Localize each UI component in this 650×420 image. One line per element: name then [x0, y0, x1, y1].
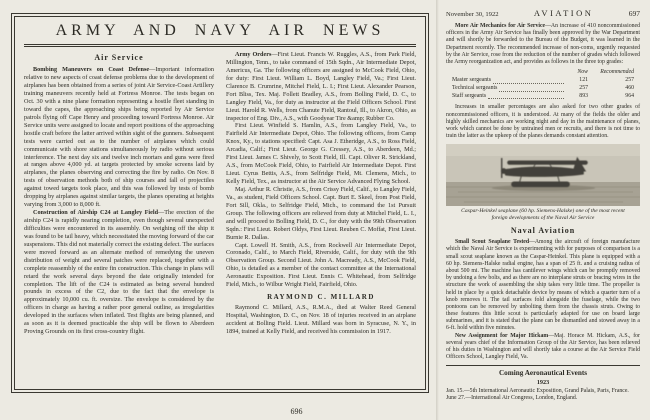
table-cell-label: Staff sergeants [452, 92, 487, 99]
journal-name: AVIATION [533, 8, 594, 18]
article-paragraph [24, 209, 214, 336]
column-air-service [24, 51, 214, 385]
paragraph-text: —First Lieut. Francis W. Ruggles, A.S., from Park Field, Millington, Tenn., to take command of 15th Sqdn., Air Intermediate Depot, Americus, Ga. The following officers are assigned to McCook Field, Ohio, for duty: First Lieut. William L. Boyd, Langley Field, Va.; First Lieut. Clarence B. Crumrine, Mitchel Field, L. I.; First Lieut. Alexander Pearson, Fort Bliss, Tex. Maj. Follett Bradley, A.S., from Bolling Field, D. C., to Langley Field, Va., for duty as instructor at the Field Officers School. First Lieut. Harold R. Wells, from Chanute Field, Rantoul, Ill., to Akron, Ohio, as inspector of Eng. Div., A.S., with Goodyear Tire &amp; Rubber Co. [226, 51, 416, 122]
paragraph-lead: Construction of Airship C24 at Langley Field [33, 209, 159, 217]
table-cell-now: 121 [579, 76, 588, 83]
table-leader [493, 83, 564, 84]
paragraph-text: Raymond C. Millard, A.S., R.M.A., died at Walter Reed General Hospital, Washington, D. C., on Nov. 18 of injuries received in an airplane accident at Bolling Field. Lieut. Millard was born in Syracuse, N. Y., in 1894, trained at Kelly Field, and received his commission in 1917. [226, 304, 416, 335]
table-col-recommended: Recommended [600, 69, 634, 76]
paragraph-text: Maj. Arthur R. Christie, A.S., from Crissy Field, Calif., to Langley Field, Va., as student, Field Officers School. Capt. Burt E. Skeel, from Post Field, Fort Sill, Okla., to Selfridge Field, Mich., to command the 1st Pursuit Group. The following officers are relieved from duty at Mitchel Field, L. I., and will proceed to Bolling Field, D. C., for duty with the 99th Observation Sqdn.: First Lieut. Robert Oldys, First Lieut. Reuben C. Moffat, First Lieut. Burnie R. Dallas. [226, 185, 416, 241]
paragraph-lead: Army Orders [235, 51, 272, 58]
journal-header [446, 8, 640, 18]
table-row [452, 93, 634, 101]
paragraph-lead: New Assignment for Major Hickam [455, 332, 549, 339]
event-item: Jan. 15.—5th International Aeronautic Exposition, Grand Palais, Paris, France. [446, 387, 629, 394]
paragraph-text: Increases in smaller percentages are also asked for two other grades of noncommissioned officers, it is understood. At many of the fields the older and highly skilled mechanics are working night and day in the maintenance of planes, work which cannot be done by untrained men or recruits, and there is not time to train the latter as the upkeep of the planes demands constant attention. [446, 104, 640, 140]
journal-page-number: 697 [628, 9, 640, 18]
paragraph-text: —Important information relative to new aspects of coast defense problems due to the development of airplanes has been obtained from a series of joint Air Service-Coast Artillery training maneuvers recently held at Fortress Monroe. The tests began on Oct. 30 with a nine plane formation representing a hostile fleet standing in toward the capes, the approaching ships being reported by Air Service patrols flying off Cape Henry and proceeding toward Fortress Monroe. Air Service units were assigned to locate and report positions of the approaching hostile craft before the latter arrived within sight of the gunners. Subsequent tests were carried out as to the number of airplanes which could communicate with shore stations simultaneously by radio without serious interference. The next day six and twelve inch mortars and guns were fired at ranges above 4,000 yd. at targets protected by smoke screens laid by airplanes, the planes observing and correcting the fire by radio. On Nov. 8 tests of observation methods both of ship courses and fall of projectiles against towed targets took place, and this was followed by tests of bomb dropping by airplanes against similar targets, the planes operating at heights varying from 3,000 to 8,000 ft. [24, 66, 214, 209]
article-paragraph [226, 242, 416, 290]
paragraph-text: —Among the aircraft of foreign manufacture which the Naval Air Service is experimenting with for purposes of comparison is a small scout seaplane known as the Caspar-Heinkel. This plane is equipped with a 60 hp. Siemens-Halske radial engine, has a span of 25 ft. and a cruising radius of about 500 mi. The machine has cantilever wings which can be promptly removed by undoing a few bolts, and as there are no interplane struts or bracing wires in the structure the work of assembling the ship takes very little time. The propeller is held in place by a quick detachable device by means of which a quarter turn of a knob removes it. The tail surfaces fold alongside the fuselage, while the two pontoons can be removed by unbolting them from the chassis struts. Owing to these features this little scout is particularly adapted for use on board large submarines, and it is stated that the plane can be dismantled and stowed away in a 6-ft. hold within five minutes. [446, 239, 640, 332]
article-paragraph [446, 23, 640, 66]
table-header-row [452, 69, 634, 77]
paragraph-text: —The erection of the airship C24 is rapidly nearing completion, even though several unexpected difficulties were encountered in its assembly. On weighing off the ship it was found to be tail heavy, which necessitated the moving forward of the car suspensions. This did not materially correct the existing defect. The surfaces were moved forward as an alternate method of remedying the uneven distribution of weight and several patches were replaced, together with a complete reassembly of the entire fin construction. This change in plans will retard the work several days beyond the date originally intended for completion. The lift of the C24 is estimated as being several hundred pounds in excess of the C2, due to the fact that the envelope is approximately 10,000 cu. ft. oversize. The envelope is considered by the officers in charge as having a rather poor general outline, as irregularities developed in the surfaces when inflated. Test flights are being planned, and as soon as it is deemed practicable the ship will be flown to Aberdeen Proving Grounds on its first cross-country flight. [24, 209, 214, 336]
seaplane-photo-image [446, 144, 640, 206]
table-leader [499, 91, 564, 92]
table-row [452, 77, 634, 85]
section-heading-air-service: Air Service [94, 53, 144, 62]
news-box-title: ARMY AND NAVY AIR NEWS [24, 22, 416, 47]
grade-table [452, 69, 634, 100]
article-paragraph [226, 186, 416, 242]
table-cell-recommended: 257 [625, 76, 634, 83]
table-cell-label: Technical sergeants [452, 84, 498, 91]
table-cell-recommended: 460 [625, 84, 634, 91]
memorial-heading: RAYMOND C. MILLARD [267, 293, 375, 302]
paragraph-text: —Maj. Horace M. Hickam, A.S., for several years chief of the Information Group of the Air Service, has been relieved of his duties in Washington and will shortly take a course at the Air Service Field Officers School, Langley Field, Va. [446, 332, 640, 361]
right-page-body [446, 23, 640, 402]
section-heading-naval-aviation: Naval Aviation [510, 226, 576, 236]
article-paragraph [226, 51, 416, 122]
table-row [452, 85, 634, 93]
page-697 [436, 0, 650, 420]
paragraph-text: Capt. Lowell H. Smith, A.S., from Rockwell Air Intermediate Depot, Coronado, Calif., to March Field, Riverside, Calif., for duty with the 9th Observation Group. Second Lieut. John A. Macready, A.S., McCook Field, Ohio, is detailed as a member of the contact committee at the International Aeronautic Exposition. First Lieut. Ennis C. Whitehead, from Selfridge Field, Mich., to Wilbur Wright Field, Fairfield, Ohio. [226, 241, 416, 289]
table-leader [488, 98, 564, 99]
photo-caption: Caspar-Heinkel seaplane (60 hp. Siemens-Halske) one of the most recent foreign developments of the Naval Air Service [461, 208, 625, 222]
article-paragraph [446, 104, 640, 140]
page-number: 696 [290, 407, 303, 416]
events-year: 1923 [536, 379, 550, 387]
paragraph-text: First Lieut. Winfield S. Hamlin, A.S., from Langley Field, Va., to Fairfield Air Intermediate Depot, Ohio. The following officers, from Camp Knox, Ky., to stations specified: Capt. Asa J. Etheridge, A.S., to Ross Field, Arcadia, Calif.; First Lieut. George G. Cressey, A.S., to Aberdeen, Md.; First Lieut. James C. Shively, to Scott Field, Ill. Capt. Oliver R. Strickland, A.S., from McCook Field, Ohio, to Fairfield Air Intermediate Depot. First Lieut. Cyrus Bettis, A.S., from Selfridge Field, Mt. Clemens, Mich., to Kelly Field, Tex., as instructor at the Air Service Advanced Flying School. [226, 122, 416, 185]
table-cell-now: 257 [579, 84, 588, 91]
paragraph-text: —An increase of 410 noncommissioned officers in the Army Air Service has finally been approved by the War Department and will shortly be forwarded to the Bureau of the Budget, it was learned in the Department recently. The recommended increase of non-coms, urgently requested by the Air Service, rose from the reduction of the number of grades which followed the Army reorganization act, and provides as follows in the three top grades: [446, 23, 640, 65]
paragraph-lead: Small Scout Seaplane Tested [455, 239, 530, 246]
event-item: June 27.—International Air Congress, London, England. [446, 395, 578, 402]
column-army-orders [226, 51, 416, 385]
table-col-now: Now [577, 69, 588, 76]
memorial-paragraph [226, 304, 416, 336]
paragraph-lead: More Air Mechanics for Air Service [455, 23, 546, 29]
seaplane-photo [446, 144, 640, 222]
events-section [446, 365, 640, 402]
news-box [14, 16, 426, 390]
table-cell-recommended: 964 [625, 92, 634, 99]
article-paragraph [24, 66, 214, 209]
paragraph-lead: Bombing Maneuvers on Coast Defense [33, 66, 150, 74]
article-paragraph [446, 333, 640, 362]
table-cell-label: Master sergeants [452, 76, 492, 83]
article-paragraph [446, 239, 640, 332]
article-paragraph [226, 122, 416, 186]
events-heading: Coming Aeronautical Events [498, 369, 588, 378]
journal-date: November 30, 1922 [446, 11, 499, 18]
table-cell-now: 893 [579, 92, 588, 99]
news-box-columns [24, 51, 416, 385]
